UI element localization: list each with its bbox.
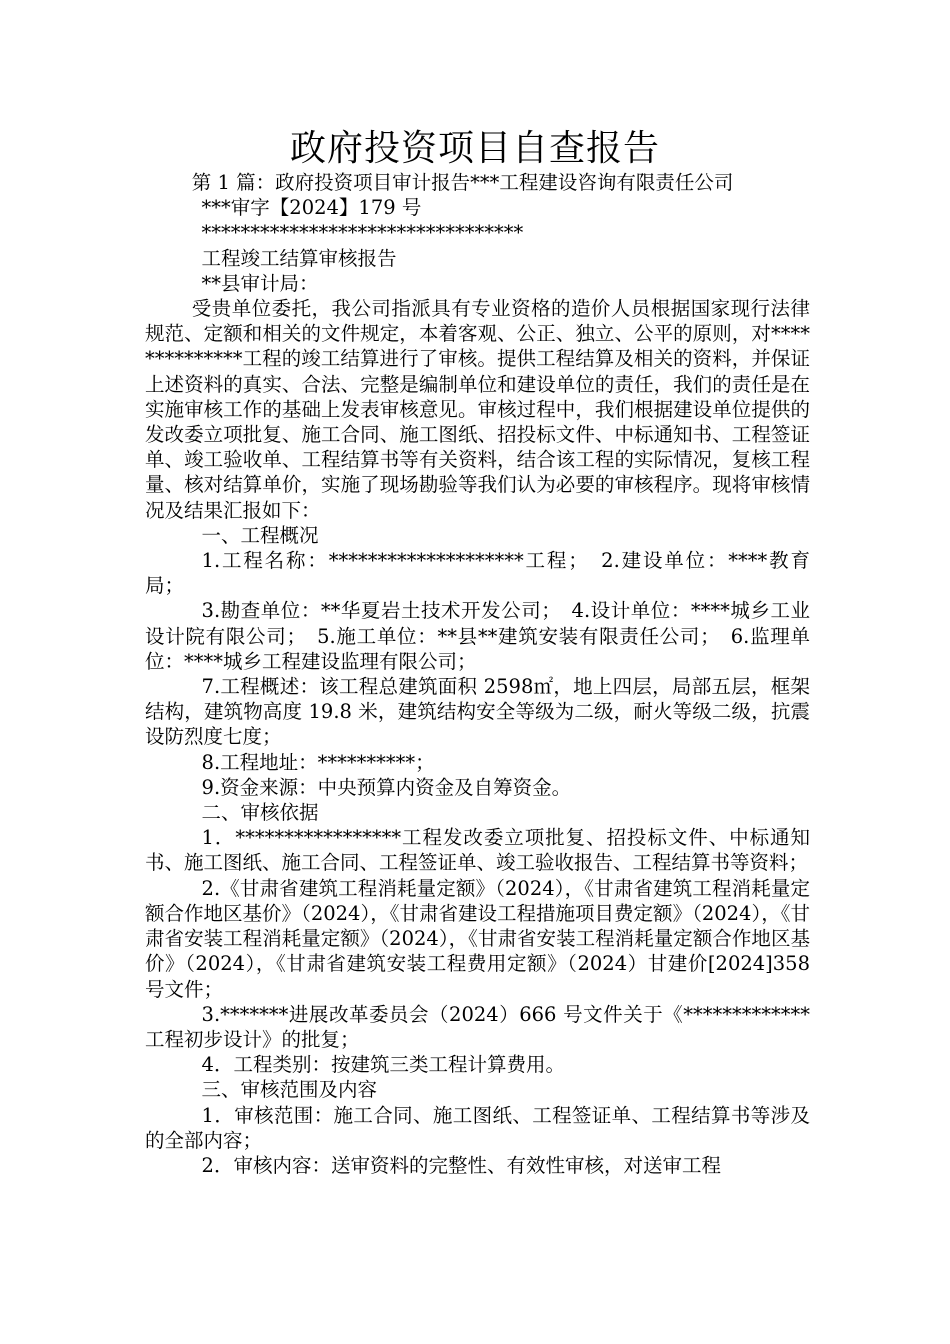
scope-item-1: 1．审核范围：施工合同、施工图纸、工程签证单、工程结算书等涉及的全部内容； [145,1103,810,1152]
report-number: ***审字【2024】179 号 [201,196,422,220]
overview-item-8: 8.工程地址：**********； [201,750,435,774]
document-body [145,170,810,1178]
section-heading-scope: 三、审核范围及内容 [201,1078,378,1102]
section-heading-basis: 二、审核依据 [201,801,319,825]
basis-item-3: 3.*******进展改革委员会（2024）666 号文件关于《*************工程初步设计》的批复； [145,1002,810,1051]
addressee: **县审计局： [201,271,319,295]
report-subtitle: 工程竣工结算审核报告 [201,246,397,270]
overview-item-7: 7.工程概述：该工程总建筑面积 2598㎡，地上四层，局部五层，框架结构，建筑物高度 19.8 米，建筑结构安全等级为二级，耐火等级二级，抗震设防烈度七度； [145,675,810,749]
section-heading-overview: 一、工程概况 [201,523,319,547]
document-title: 政府投资项目自查报告 [289,128,660,169]
separator-stars: ********************************* [201,221,524,245]
intro-paragraph: 受贵单位委托，我公司指派具有专业资格的造价人员根据国家现行法律规范、定额和相关的文件规定，本着客观、公正、独立、公平的原则，对**************工程的竣工结算进行了审核。提供工程结算及相关的资料，并保证上述资料的真实、合法、完整是编制单位和建设单位的责任，我们的责任是在实施审核工作的基础上发表审核意见。审核过程中，我们根据建设单位提供的发改委立项批复、施工合同、施工图纸、招投标文件、中标通知书、工程签证单、竣工验收单、工程结算书等有关资料，结合该工程的实际情况，复核工程量、核对结算单价，实施了现场勘验等我们认为必要的审核程序。现将审核情况及结果汇报如下： [145,297,810,522]
overview-item-9: 9.资金来源：中央预算内资金及自筹资金。 [201,775,572,799]
article-heading: 第 1 篇：政府投资项目审计报告***工程建设咨询有限责任公司 [191,171,734,194]
overview-item-1-2: 1.工程名称：********************工程； 2.建设单位：****教育局； [145,549,810,598]
basis-item-4: 4．工程类别：按建筑三类工程计算费用。 [201,1053,565,1077]
basis-item-2: 2.《甘肃省建筑工程消耗量定额》（2024），《甘肃省建筑工程消耗量定额合作地区基价》（2024），《甘肃省建设工程措施项目费定额》（2024），《甘肃省安装工程消耗量定额》（2024），《甘肃省安装工程消耗量定额合作地区基价》（2024），《甘肃省建筑安装工程费用定额》（2024）甘建价[2024]358 号文件； [145,876,810,1001]
basis-item-1: 1．*****************工程发改委立项批复、招投标文件、中标通知书、施工图纸、施工合同、工程签证单、竣工验收报告、工程结算书等资料； [145,826,810,875]
overview-item-3-6: 3.勘查单位：**华夏岩土技术开发公司； 4.设计单位：****城乡工业设计院有限公司； 5.施工单位：**县**建筑安装有限责任公司； 6.监理单位：****城乡工程建设监理有限公司； [145,599,810,673]
scope-item-2: 2．审核内容：送审资料的完整性、有效性审核，对送审工程 [201,1153,721,1177]
